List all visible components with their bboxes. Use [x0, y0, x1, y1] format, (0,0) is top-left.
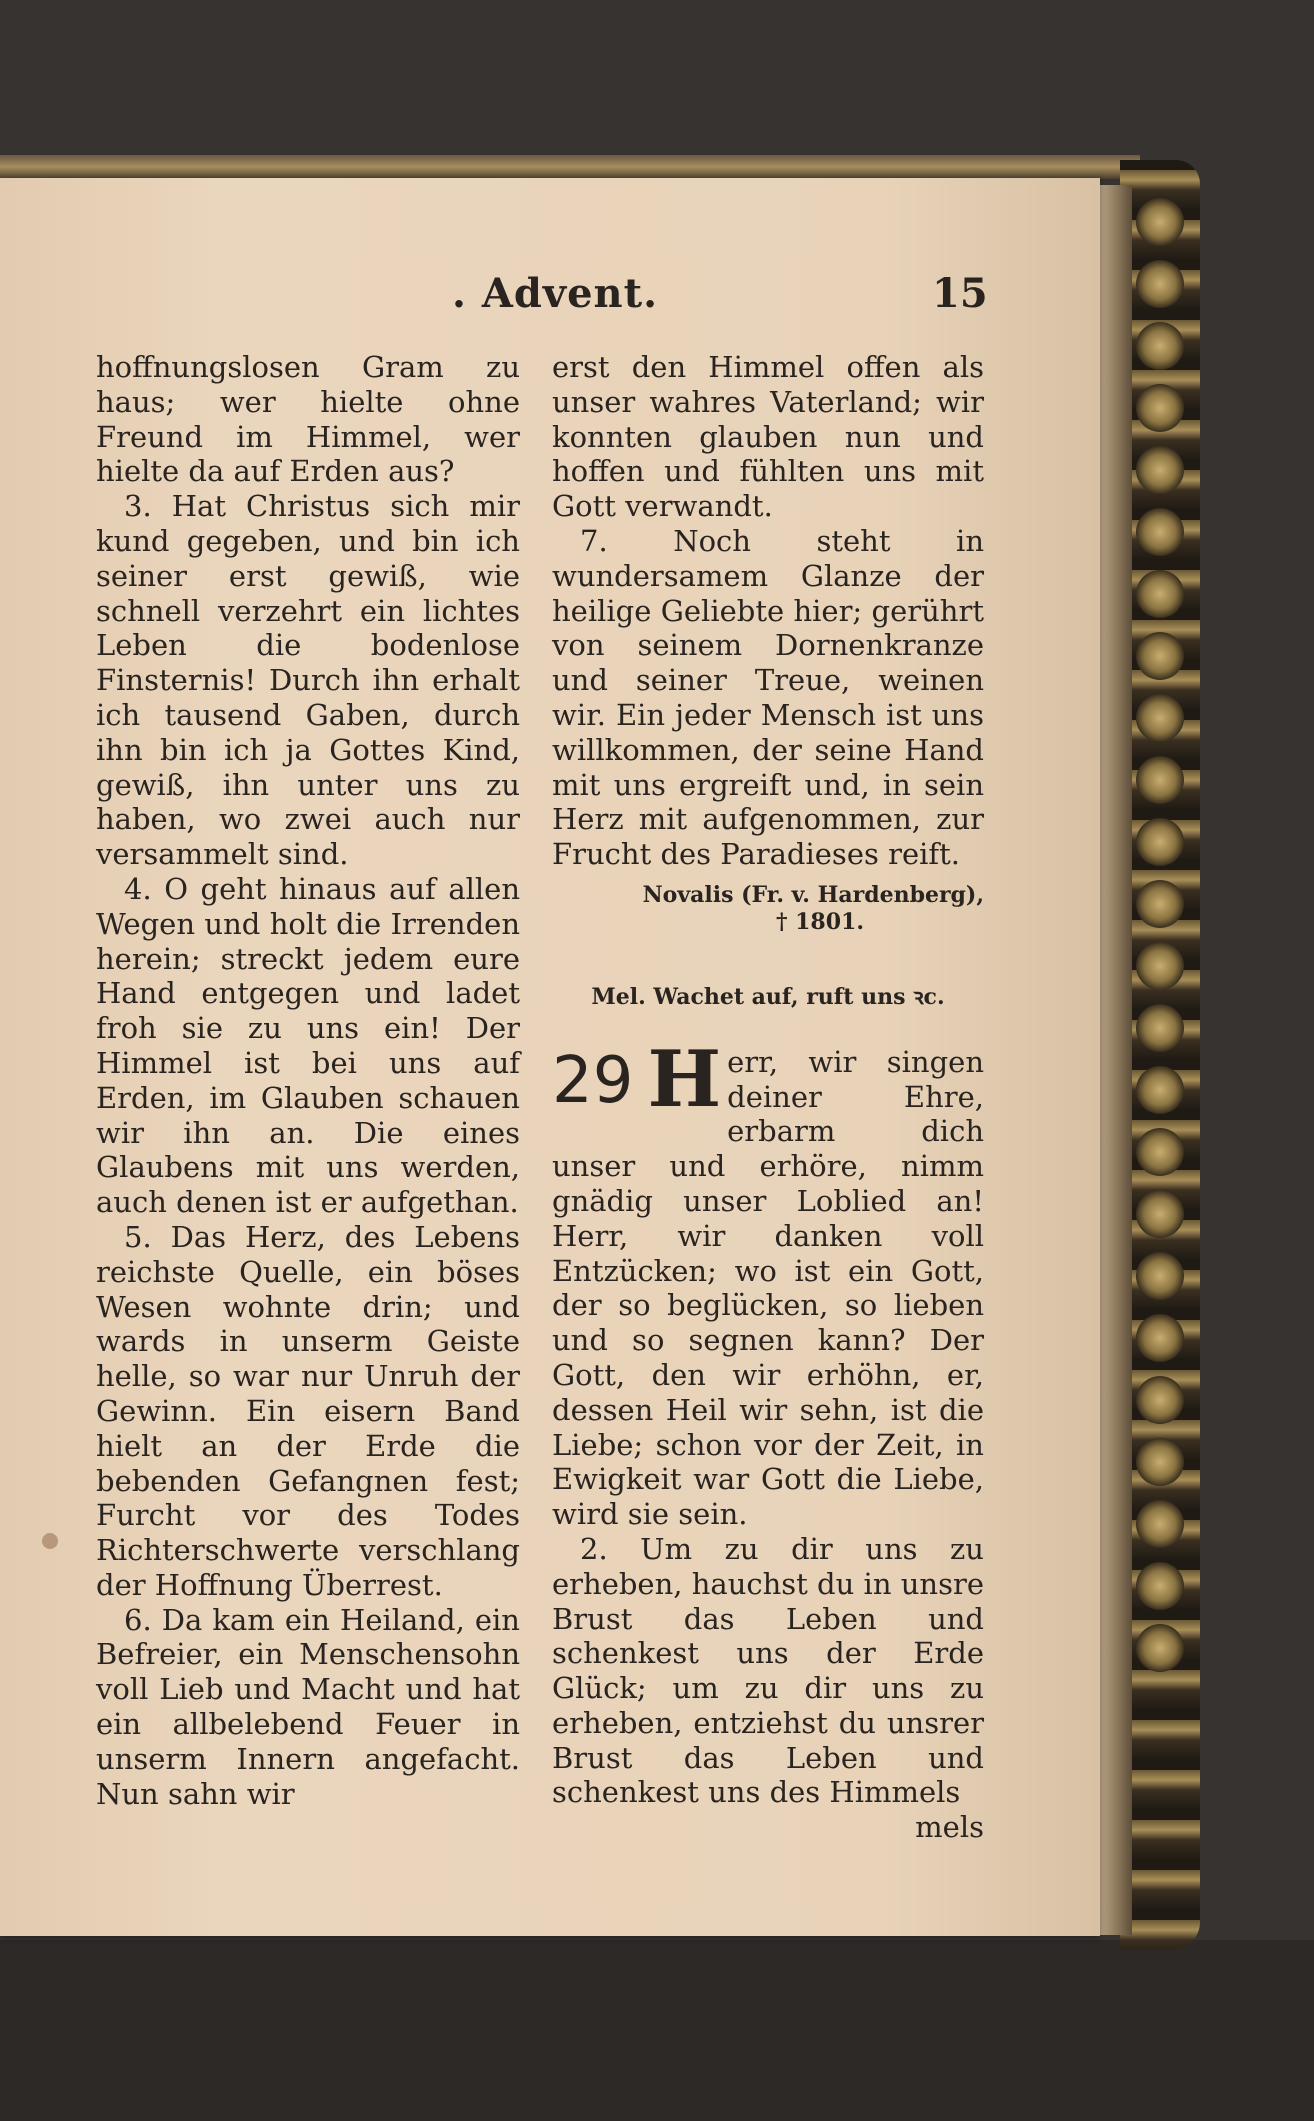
spine-ornament-icon: [1136, 1004, 1184, 1052]
catchword: mels: [915, 1810, 984, 1845]
author-name: Novalis (Fr. v. Hardenberg),: [642, 881, 984, 908]
left-column: [96, 350, 520, 1811]
running-head: . Advent.: [452, 270, 659, 317]
spine-ornament-icon: [1136, 198, 1184, 246]
spine-ornament-icon: [1136, 1438, 1184, 1486]
spine-ornament-icon: [1136, 260, 1184, 308]
stanza-5: 5. Das Herz, des Lebens reichste Quelle, ein böses Wesen wohnte drin; und wards in unserm Geiste helle, so war nur Unruh der Gewinn. Ein eisern Band hielt an der Erde die bebenden Gefangnen fest; Furcht vor des Todes Richterschwerte verschlang der Hoffnung Überrest.: [96, 1219, 520, 1602]
hymn-number: 29: [552, 1043, 634, 1118]
spine-ornament-icon: [1136, 384, 1184, 432]
table-shadow: [0, 1940, 1314, 2121]
spine-ornament-icon: [1136, 880, 1184, 928]
spine-ornament-icon: [1136, 694, 1184, 742]
spine-ornament-icon: [1136, 1562, 1184, 1610]
spine-ornament-icon: [1136, 818, 1184, 866]
melody-note: Mel. Wachet auf, ruft uns ꝛc.: [591, 983, 945, 1010]
spine-ornament-icon: [1136, 1128, 1184, 1176]
hymn-29-stanza-1: err, wir singen deiner Ehre, erbarm dich unser und erhöre, nimm gnädig unser Loblied an! Herr, wir danken voll Entzücken; wo ist ein Gott, der so beglücken, so lieben und so segnen kann? Der Gott, den wir erhöhn, er, dessen Heil wir sehn, ist die Liebe; schon vor der Zeit, in Ewigkeit war Gott die Liebe, wird sie sein.: [552, 1044, 984, 1532]
spine-ornament-icon: [1136, 1066, 1184, 1114]
page-number: 15: [932, 270, 988, 317]
author-attribution: [552, 882, 984, 936]
hymn-29-start: [552, 1033, 984, 1532]
spine-ornament-icon: [1136, 570, 1184, 618]
right-column: [552, 350, 984, 1845]
drop-cap-initial: H: [647, 1033, 722, 1125]
spine-ornament-icon: [1136, 446, 1184, 494]
stanza-7: 7. Noch steht in wundersamem Glanze der heilige Geliebte hier; gerührt von seinem Dornenkranze und seiner Treue, weinen wir. Ein jeder Mensch ist uns willkommen, der seine Hand mit uns ergreift und, in sein Herz mit aufgenommen, zur Frucht des Paradieses reift.: [552, 523, 984, 872]
spine-ornament-icon: [1136, 1500, 1184, 1548]
spine-ornament-icon: [1136, 1376, 1184, 1424]
spine-ornament-icon: [1136, 1190, 1184, 1238]
book-top-edge: [0, 155, 1140, 179]
spine-ornament-icon: [1136, 508, 1184, 556]
book-page: [0, 178, 1100, 1936]
spine-ornament-icon: [1136, 322, 1184, 370]
stanza-6: 6. Da kam ein Heiland, ein Befreier, ein Menschensohn voll Lieb und Macht und hat ein allbelebend Feuer in unserm Innern angefacht. Nun sahn wir: [96, 1602, 520, 1811]
spine-ornament-icon: [1136, 1314, 1184, 1362]
spine-ornament-icon: [1136, 1252, 1184, 1300]
spine-ornament-icon: [1136, 632, 1184, 680]
spine-ornament-icon: [1136, 942, 1184, 990]
spine-ornament-icon: [1136, 1624, 1184, 1672]
author-death-year: † 1801.: [775, 908, 864, 935]
paper-stain: [42, 1533, 58, 1549]
spine-ornament-strip: [1130, 190, 1190, 1920]
stanza-4: 4. O geht hinaus auf allen Wegen und holt die Irrenden herein; streckt jedem eure Hand entgegen und ladet froh sie zu uns ein! Der Himmel ist bei uns auf Erden, im Glauben schauen wir ihn an. Die eines Glaubens mit uns werden, auch denen ist er aufgethan.: [96, 871, 520, 1220]
stanza-6-end: erst den Himmel offen als unser wahres Vaterland; wir konnten glauben nun und hoffen und fühlten uns mit Gott verwandt.: [552, 350, 984, 524]
stanza-2-end: hoffnungslosen Gram zu haus; wer hielte ohne Freund im Himmel, wer hielte da auf Erden aus?: [96, 350, 520, 489]
spine-ornament-icon: [1136, 756, 1184, 804]
page-header: [0, 270, 1000, 330]
hymn-29-stanza-2: 2. Um zu dir uns zu erheben, hauchst du in unsre Brust das Leben und schenkest uns der Erde Glück; um zu dir uns zu erheben, entziehst du unsrer Brust das Leben und schenkest uns des Himmels: [552, 1531, 984, 1810]
stanza-3: 3. Hat Christus sich mir kund gegeben, und bin ich seiner erst gewiß, wie schnell verzehrt ein lichtes Leben die bodenlose Finsternis! Durch ihn erhalt ich tausend Gaben, durch ihn bin ich ja Gottes Kind, gewiß, ihn unter uns zu haben, wo zwei auch nur versammelt sind.: [96, 489, 520, 872]
